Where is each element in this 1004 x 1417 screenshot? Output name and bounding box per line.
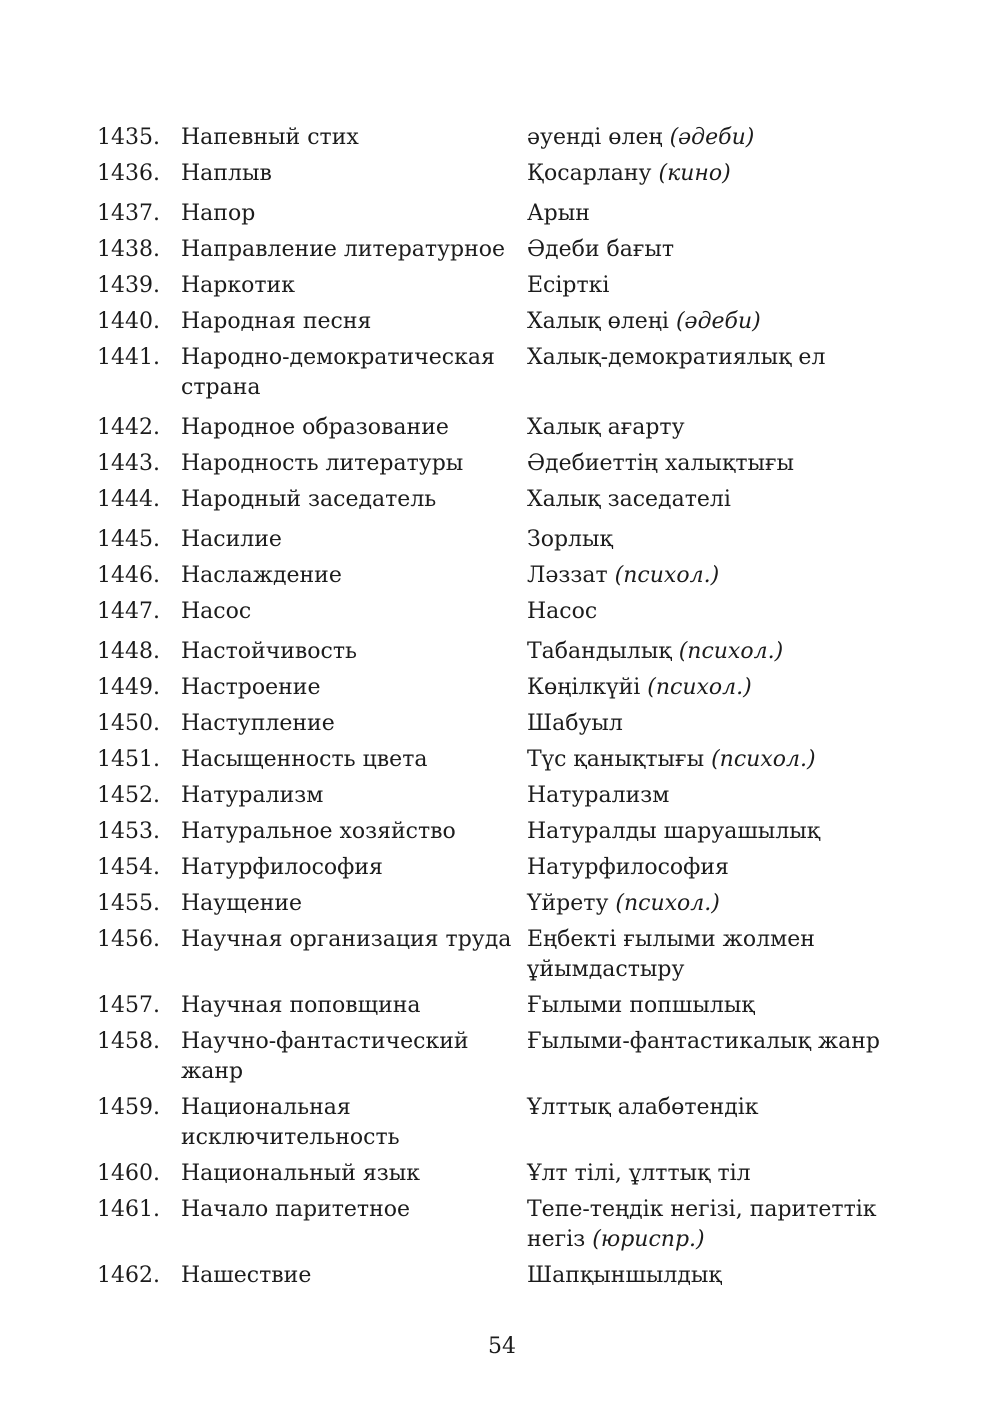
kazakh-translation (527, 817, 917, 847)
entry-number: 1457. (97, 993, 160, 1018)
russian-term: Национальная исключительность (181, 1095, 400, 1150)
kazakh-term: Ғылыми попшылық (527, 993, 755, 1018)
entry-number: 1455. (97, 891, 160, 916)
russian-term: Народная песня (181, 309, 372, 334)
kazakh-term: Халық ағарту (527, 415, 685, 440)
domain-note: (әдеби) (669, 125, 755, 150)
entry-number: 1440. (97, 309, 160, 334)
kazakh-term: Ләззат (527, 563, 608, 588)
russian-term: Напевный стих (181, 125, 359, 150)
kazakh-term: Арын (527, 201, 590, 226)
glossary-entry (97, 305, 917, 341)
kazakh-translation (527, 745, 917, 775)
glossary-entry (97, 887, 917, 923)
entry-number: 1437. (97, 201, 160, 226)
domain-note: (кино) (658, 161, 731, 186)
russian-term: Настроение (181, 675, 321, 700)
glossary-entry (97, 851, 917, 887)
kazakh-term: Насос (527, 599, 598, 624)
kazakh-translation (527, 159, 917, 189)
kazakh-translation (527, 1261, 917, 1291)
kazakh-translation (527, 199, 917, 229)
glossary-entry (97, 157, 917, 193)
glossary-entry (97, 1259, 917, 1295)
kazakh-translation (527, 307, 917, 337)
kazakh-term: Шапқыншылдық (527, 1263, 722, 1288)
glossary-entry (97, 121, 917, 157)
kazakh-term: Қосарлану (527, 161, 652, 186)
glossary-entry (97, 407, 917, 447)
glossary-entry (97, 631, 917, 671)
domain-note: (юриспр.) (592, 1227, 705, 1252)
kazakh-term: Шабуыл (527, 711, 623, 736)
glossary-entry (97, 779, 917, 815)
russian-term: Натуральное хозяйство (181, 819, 456, 844)
kazakh-term: Ғылыми-фантастикалық жанр (527, 1029, 880, 1054)
entry-number: 1441. (97, 345, 160, 370)
russian-term: Напор (181, 201, 256, 226)
kazakh-translation (527, 889, 917, 919)
glossary-entry (97, 341, 917, 407)
glossary-entry (97, 483, 917, 519)
kazakh-term: Натурализм (527, 783, 670, 808)
entry-number: 1443. (97, 451, 160, 476)
russian-term: Наркотик (181, 273, 295, 298)
page-number: 54 (488, 1334, 516, 1359)
kazakh-translation (527, 271, 917, 301)
kazakh-translation (527, 1027, 917, 1087)
russian-term: Настойчивость (181, 639, 358, 664)
glossary-entry (97, 233, 917, 269)
kazakh-translation (527, 991, 917, 1021)
kazakh-translation (527, 485, 917, 515)
domain-note: (әдеби) (675, 309, 761, 334)
kazakh-term: әуенді өлең (527, 125, 663, 150)
domain-note: (психол.) (647, 675, 752, 700)
entry-number: 1449. (97, 675, 160, 700)
entry-number: 1454. (97, 855, 160, 880)
glossary-entry (97, 743, 917, 779)
kazakh-translation (527, 709, 917, 739)
entry-number: 1444. (97, 487, 160, 512)
glossary-entries (97, 121, 917, 1295)
russian-term: Научно-фантастический жанр (181, 1029, 469, 1084)
kazakh-term: Халық заседателі (527, 487, 731, 512)
entry-number: 1459. (97, 1095, 160, 1120)
russian-term: Натурфилософия (181, 855, 383, 880)
kazakh-translation (527, 1093, 917, 1153)
glossary-entry (97, 193, 917, 233)
glossary-entry (97, 1091, 917, 1157)
entry-number: 1446. (97, 563, 160, 588)
domain-note: (психол.) (615, 891, 720, 916)
kazakh-term: Натурфилософия (527, 855, 729, 880)
kazakh-translation (527, 343, 917, 403)
domain-note: (психол.) (614, 563, 720, 588)
russian-term: Научная поповщина (181, 993, 421, 1018)
kazakh-term: Ұлт тілі, ұлттық тіл (527, 1161, 751, 1186)
kazakh-translation (527, 853, 917, 883)
kazakh-term: Есірткі (527, 273, 610, 298)
domain-note: (психол.) (678, 639, 784, 664)
kazakh-term: Әдебиеттің халықтығы (527, 451, 795, 476)
entry-number: 1438. (97, 237, 160, 262)
kazakh-term: Түс қанықтығы (527, 747, 705, 772)
kazakh-term: Еңбекті ғылыми жолмен ұйымдастыру (527, 927, 815, 982)
kazakh-translation (527, 925, 917, 985)
kazakh-translation (527, 597, 917, 627)
kazakh-term: Натуралды шаруашылық (527, 819, 821, 844)
kazakh-translation (527, 781, 917, 811)
glossary-entry (97, 707, 917, 743)
entry-number: 1461. (97, 1197, 160, 1222)
russian-term: Насыщенность цвета (181, 747, 428, 772)
kazakh-translation (527, 235, 917, 265)
glossary-entry (97, 1193, 917, 1259)
entry-number: 1456. (97, 927, 160, 952)
entry-number: 1445. (97, 527, 160, 552)
kazakh-translation (527, 1195, 917, 1255)
kazakh-translation (527, 561, 917, 591)
domain-note: (психол.) (711, 747, 816, 772)
kazakh-term: Табандылық (527, 639, 672, 664)
glossary-entry (97, 671, 917, 707)
kazakh-term: Халық-демократиялық ел (527, 345, 826, 370)
russian-term: Начало паритетное (181, 1197, 410, 1222)
russian-term: Народный заседатель (181, 487, 437, 512)
glossary-entry (97, 447, 917, 483)
russian-term: Национальный язык (181, 1161, 421, 1186)
kazakh-translation (527, 413, 917, 443)
kazakh-translation (527, 123, 917, 153)
glossary-entry (97, 989, 917, 1025)
entry-number: 1452. (97, 783, 160, 808)
glossary-entry (97, 1157, 917, 1193)
entry-number: 1462. (97, 1263, 160, 1288)
glossary-entry (97, 923, 917, 989)
russian-term: Насос (181, 599, 252, 624)
entry-number: 1439. (97, 273, 160, 298)
glossary-entry (97, 269, 917, 305)
entry-number: 1447. (97, 599, 160, 624)
kazakh-term: Үйрету (527, 891, 609, 916)
russian-term: Наущение (181, 891, 303, 916)
glossary-entry (97, 595, 917, 631)
russian-term: Народное образование (181, 415, 449, 440)
kazakh-translation (527, 673, 917, 703)
entry-number: 1436. (97, 161, 160, 186)
russian-term: Наплыв (181, 161, 272, 186)
russian-term: Наступление (181, 711, 335, 736)
glossary-entry (97, 1025, 917, 1091)
glossary-entry (97, 519, 917, 559)
entry-number: 1448. (97, 639, 160, 664)
kazakh-term: Халық өлеңі (527, 309, 669, 334)
entry-number: 1458. (97, 1029, 160, 1054)
kazakh-term: Зорлық (527, 527, 613, 552)
kazakh-term: Көңілкүйі (527, 675, 641, 700)
entry-number: 1442. (97, 415, 160, 440)
glossary-entry (97, 559, 917, 595)
russian-term: Народность литературы (181, 451, 464, 476)
russian-term: Наслаждение (181, 563, 342, 588)
entry-number: 1453. (97, 819, 160, 844)
russian-term: Народно-демократическая страна (181, 345, 495, 400)
russian-term: Направление литературное (181, 237, 506, 262)
kazakh-translation (527, 637, 917, 667)
kazakh-term: Ұлттық алабөтендік (527, 1095, 759, 1120)
kazakh-translation (527, 449, 917, 479)
kazakh-term: Әдеби бағыт (527, 237, 675, 262)
entry-number: 1460. (97, 1161, 160, 1186)
kazakh-translation (527, 525, 917, 555)
glossary-entry (97, 815, 917, 851)
russian-term: Научная организация труда (181, 927, 512, 952)
russian-term: Нашествие (181, 1263, 312, 1288)
entry-number: 1450. (97, 711, 160, 736)
entry-number: 1435. (97, 125, 160, 150)
kazakh-term: Тепе-теңдік негізі, паритеттік негіз (527, 1197, 877, 1252)
russian-term: Натурализм (181, 783, 324, 808)
russian-term: Насилие (181, 527, 282, 552)
entry-number: 1451. (97, 747, 160, 772)
kazakh-translation (527, 1159, 917, 1189)
